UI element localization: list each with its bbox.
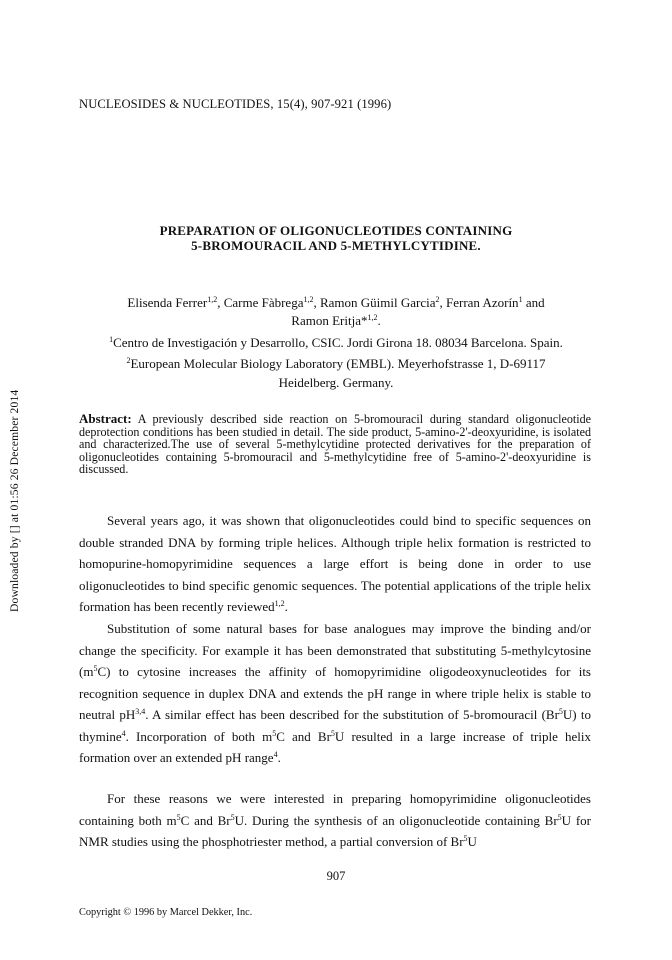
author-name: Ferran Azorín: [446, 295, 519, 310]
paper-title-line-2: 5-BROMOURACIL AND 5-METHYLCYTIDINE.: [191, 238, 481, 253]
affiliation-2-line-2: Heidelberg. Germany.: [278, 375, 394, 390]
affiliation-text: Centro de Investigación y Desarrollo, CSIC. Jordi Girona 18. 08034 Barcelona. Spain.: [113, 335, 563, 350]
affiliation-1: [60, 335, 612, 352]
paragraph-text: For these reasons we were interested in preparing homopyrimidine oligonucleotides containing both m: [79, 791, 591, 828]
affiliation-2: [60, 356, 612, 373]
abstract: [79, 413, 591, 476]
superscript: 5: [558, 707, 563, 716]
body-paragraph-3: [79, 788, 591, 853]
superscript: 5: [557, 812, 562, 822]
superscript: 5: [272, 728, 277, 738]
paragraph-text: Substitution of some natural bases for base analogues may improve the binding and/or change the specificity. For example it has been demonstrated that substituting 5-methylcytosine (m: [79, 621, 591, 679]
paragraph-text: .: [277, 750, 281, 765]
superscript: 5: [463, 834, 468, 843]
reference-mark: 1,2: [274, 599, 285, 608]
author-name: Elisenda Ferrer: [127, 295, 208, 310]
author-list: Elisenda Ferrer$^{1,2}$, Carme Fàbrega$^{1,2}$, Ramon Güimil Garcia$^2$, Ferran Azorín$^1$ and: [127, 295, 545, 310]
author-name: Ramon Güimil Garcia: [319, 295, 436, 310]
page-number: 907: [326, 869, 346, 883]
abstract-label: Abstract:: [79, 411, 132, 426]
author-affiliation-mark: 2: [435, 295, 440, 304]
superscript: 5: [330, 728, 335, 738]
paragraph-text: C and Br: [276, 728, 331, 744]
paragraph-text: C) to cytosine increases the affinity of homopyrimidine oligodeoxynucleotides for its recognition sequence in duplex DNA and extends the pH range in where triple helix is stable to neutral pH: [79, 664, 591, 722]
author-affiliation-mark: 1,2: [207, 295, 218, 304]
abstract-text: A previously described side reaction on 5-bromouracil during standard oligonucleotide deprotection conditions has been studied in detail. The side product, 5-amino-2'-deoxyuridine, is isolated and characterized.The use of several 5-methylcytidine protected derivatives for the preparation of oligonucleotides containing 5-bromouracil and 5-methylcytidine free of 5-amino-2'-deoxyuridine is discussed.: [79, 412, 591, 477]
affiliation-mark: 1: [109, 335, 114, 344]
author-affiliation-mark: 1,2: [367, 313, 378, 322]
author-affiliation-mark: 1: [518, 295, 523, 304]
download-watermark: [8, 352, 21, 612]
author-name: Ramon Eritja*: [291, 313, 368, 328]
body-paragraph-1: [79, 510, 591, 618]
paragraph-text: . A similar effect has been described for the substitution of 5-bromouracil (Br: [145, 707, 559, 722]
affiliation-text: European Molecular Biology Laboratory (EMBL). Meyerhofstrasse 1, D-69117: [130, 356, 546, 371]
reference-mark: 3,4: [135, 707, 146, 716]
paper-title-line-1: PREPARATION OF OLIGONUCLEOTIDES CONTAINING: [159, 223, 513, 238]
paragraph-text: U) to thymine: [79, 707, 591, 744]
paragraph-text: .: [284, 599, 288, 614]
paragraph-text: U: [467, 834, 477, 849]
reference-mark: 4: [121, 728, 126, 738]
author-name: Carme Fàbrega: [223, 295, 304, 310]
paragraph-text: . Incorporation of both m: [125, 728, 273, 744]
superscript: 5: [93, 664, 98, 673]
superscript: 5: [176, 812, 181, 822]
download-note: Downloaded by [] at 01:56 26 December 2014: [8, 389, 21, 612]
author-affiliation-mark: 1,2: [303, 295, 314, 304]
copyright-notice: Copyright © 1996 by Marcel Dekker, Inc.: [79, 907, 253, 918]
paragraph-text: U. During the synthesis of an oligonucleotide containing Br: [234, 812, 558, 828]
paragraph-text: U for NMR studies using the phosphotriester method, a partial conversion of Br: [79, 812, 591, 849]
affiliation-mark: 2: [126, 356, 131, 365]
reference-mark: 4: [273, 750, 278, 759]
superscript: 5: [230, 812, 235, 822]
paragraph-text: U resulted in a large increase of triple helix formation over an extended pH range: [79, 728, 591, 765]
author-conjunction: and: [525, 295, 545, 310]
body-paragraph-2: [79, 618, 591, 769]
paragraph-text: Several years ago, it was shown that oligonucleotides could bind to specific sequences on double stranded DNA by forming triple helices. Although triple helix formation is restricted to homopurine-homopyrimidine sequences a large effort is being done in order to use oligonucleotides to bind specific genomic sequences. The potential applications of the triple helix formation has been recently reviewed: [79, 513, 591, 614]
paragraph-text: C and Br: [180, 812, 231, 828]
journal-citation: NUCLEOSIDES & NUCLEOTIDES, 15(4), 907-921 (1996): [79, 97, 392, 111]
author-list-line-2: Ramon Eritja*$^{1,2}$.: [291, 313, 381, 328]
